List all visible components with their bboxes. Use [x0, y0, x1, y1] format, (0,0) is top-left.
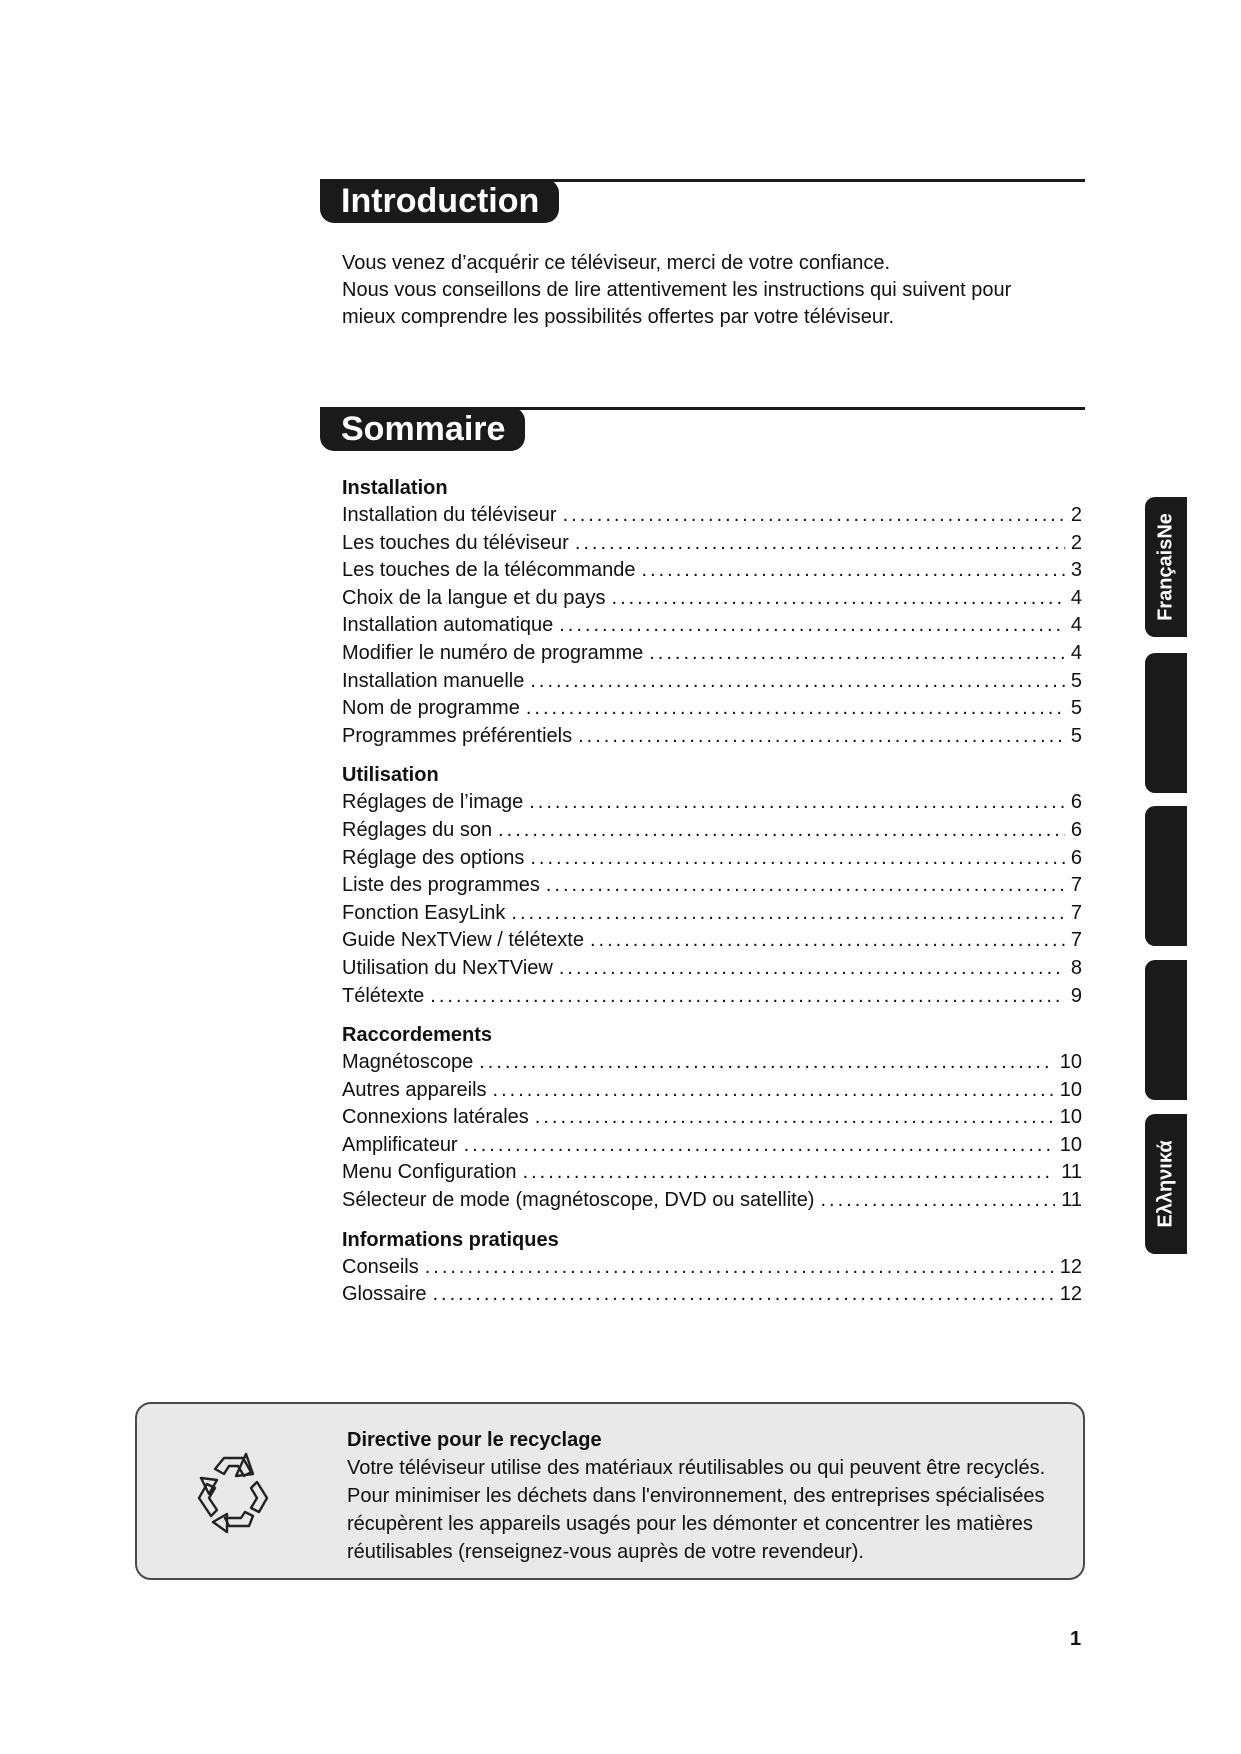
toc-entry-page: 4 [1070, 614, 1082, 637]
toc-entry [342, 1159, 1082, 1187]
toc-entry-label: Réglages du son [342, 818, 493, 841]
toc-section [342, 475, 1082, 750]
toc-entry-label: Glossaire [342, 1283, 427, 1306]
toc-entry-label: Connexions latérales [342, 1106, 529, 1129]
toc-entry-label: Choix de la langue et du pays [342, 586, 606, 609]
recycling-line: réutilisables (renseignez-vous auprès de votre revendeur). [347, 1541, 864, 1563]
toc-entry-page: 7 [1070, 874, 1082, 897]
toc-leader-dots [559, 955, 1065, 983]
toc-leader-dots [479, 1049, 1054, 1077]
toc-entry [342, 668, 1082, 696]
toc-entry [342, 1187, 1082, 1215]
language-tab[interactable] [1145, 806, 1187, 946]
toc-leader-dots [511, 900, 1064, 928]
toc-entry [342, 1049, 1082, 1077]
recycling-title: Directive pour le recyclage [347, 1429, 602, 1451]
recycling-line: Pour minimiser les déchets dans l'environnement, des entreprises spécialisées [347, 1485, 1045, 1507]
toc-entry-page: 2 [1070, 531, 1082, 554]
toc-entry-page: 11 [1061, 1161, 1082, 1184]
toc-section-heading: Raccordements [342, 1024, 493, 1047]
toc-entry [342, 900, 1082, 928]
toc-leader-dots [575, 530, 1065, 558]
language-tab-francais[interactable] [1145, 497, 1187, 637]
toc-entry-page: 8 [1070, 956, 1082, 979]
toc-entry-page: 5 [1070, 669, 1082, 692]
toc-leader-dots [430, 983, 1065, 1011]
toc-leader-dots [498, 817, 1065, 845]
toc-entry-page: 6 [1070, 846, 1082, 869]
toc-leader-dots [535, 1104, 1054, 1132]
toc-entry [342, 723, 1082, 751]
toc-entry-page: 10 [1059, 1106, 1082, 1129]
toc-entry-page: 2 [1070, 504, 1082, 526]
toc-entry-label: Sélecteur de mode (magnétoscope, DVD ou satellite) [342, 1189, 815, 1212]
toc-entry-page: 10 [1059, 1051, 1082, 1074]
toc-leader-dots [526, 695, 1065, 723]
toc-entry-label: Liste des programmes [342, 874, 540, 897]
toc-entry-page: 6 [1070, 791, 1082, 814]
recycling-text [347, 1426, 1077, 1566]
toc-entry [342, 1254, 1082, 1282]
toc-leader-dots [578, 723, 1065, 751]
toc-entry-label: Modifier le numéro de programme [342, 641, 644, 664]
toc-entry-label: Installation manuelle [342, 669, 525, 692]
toc-leader-dots [425, 1254, 1054, 1282]
toc-entry [342, 1281, 1082, 1309]
toc-leader-dots [530, 668, 1065, 696]
toc-leader-dots [529, 789, 1065, 817]
toc-entry [342, 557, 1082, 585]
toc-leader-dots [649, 640, 1065, 668]
toc-entry [342, 1077, 1082, 1105]
toc-leader-dots [530, 845, 1065, 873]
intro-line: Vous venez d’acquérir ce téléviseur, merci de votre confiance. [342, 252, 891, 274]
intro-line: Nous vous conseillons de lire attentivement les instructions qui suivent pour [342, 279, 1012, 301]
language-tab-label: FrançaisNe [1154, 513, 1177, 621]
recycle-icon [191, 1452, 275, 1534]
page-number: 1 [1070, 1628, 1082, 1650]
toc-leader-dots [432, 1281, 1053, 1309]
toc-section-heading: Informations pratiques [342, 1228, 559, 1251]
introduction-title: Introduction [320, 179, 559, 223]
toc-entry [342, 530, 1082, 558]
toc-entry-page: 3 [1070, 559, 1082, 582]
toc-entry-page: 5 [1070, 724, 1082, 747]
toc-entry [342, 1104, 1082, 1132]
toc-section-heading: Utilisation [342, 764, 439, 787]
toc-entry-page: 7 [1070, 901, 1082, 924]
toc-entry-label: Programmes préférentiels [342, 724, 573, 747]
toc-entry [342, 927, 1082, 955]
toc-leader-dots [820, 1187, 1055, 1215]
toc-section [342, 762, 1082, 1010]
intro-line: mieux comprendre les possibilités offertes par votre téléviseur. [342, 306, 895, 328]
toc-entry-page: 12 [1059, 1283, 1082, 1306]
toc-section [342, 1227, 1082, 1309]
toc-entry-label: Les touches du téléviseur [342, 531, 569, 554]
toc-entry [342, 845, 1082, 873]
toc-entry [342, 789, 1082, 817]
introduction-text [342, 250, 1082, 331]
toc-entry-label: Utilisation du NexTView [342, 956, 553, 979]
toc-section-heading: Installation [342, 477, 448, 499]
toc-entry-label: Installation du téléviseur [342, 504, 557, 526]
toc-leader-dots [642, 557, 1065, 585]
toc-entry [342, 695, 1082, 723]
toc-entry-label: Fonction EasyLink [342, 901, 506, 924]
toc-entry-label: Nom de programme [342, 697, 520, 720]
toc-leader-dots [523, 1159, 1056, 1187]
toc-entry-page: 11 [1061, 1189, 1082, 1212]
recycling-notice [135, 1402, 1085, 1580]
toc-entry-label: Conseils [342, 1255, 419, 1278]
toc-entry-page: 10 [1059, 1078, 1082, 1101]
toc-entry-label: Amplificateur [342, 1133, 458, 1156]
toc-entry-page: 12 [1059, 1255, 1082, 1278]
toc-entry-page: 10 [1059, 1133, 1082, 1156]
toc-leader-dots [590, 927, 1065, 955]
toc-leader-dots [546, 872, 1065, 900]
introduction-header [320, 179, 1085, 225]
toc-entry-label: Autres appareils [342, 1078, 487, 1101]
toc-entry [342, 640, 1082, 668]
language-tab[interactable] [1145, 960, 1187, 1100]
toc-entry [342, 872, 1082, 900]
toc-entry-page: 4 [1070, 586, 1082, 609]
toc-entry-page: 9 [1070, 984, 1082, 1007]
language-tab[interactable] [1145, 653, 1187, 793]
sommaire-title: Sommaire [320, 407, 525, 451]
toc-entry [342, 1132, 1082, 1160]
toc-entry-page: 5 [1070, 697, 1082, 720]
toc-entry [342, 612, 1082, 640]
toc-leader-dots [559, 612, 1065, 640]
recycling-line: récupèrent les appareils usagés pour les démonter et concentrer les matières [347, 1513, 1033, 1535]
toc-entry-label: Réglage des options [342, 846, 525, 869]
toc-leader-dots [464, 1132, 1054, 1160]
toc-entry [342, 955, 1082, 983]
recycling-line: Votre téléviseur utilise des matériaux réutilisables ou qui peuvent être recyclés. [347, 1457, 1046, 1479]
toc-entry-page: 7 [1070, 929, 1082, 952]
toc-entry-label: Menu Configuration [342, 1161, 517, 1184]
toc-entry [342, 502, 1082, 530]
language-tab-label: Ελληνικά [1154, 1140, 1177, 1228]
toc-leader-dots [563, 502, 1065, 530]
toc-entry-page: 6 [1070, 818, 1082, 841]
toc-section [342, 1022, 1082, 1215]
toc-entry-label: Guide NexTView / télétexte [342, 929, 584, 952]
toc-entry-label: Télétexte [342, 984, 425, 1007]
toc-entry-page: 4 [1070, 641, 1082, 664]
table-of-contents [342, 475, 1082, 1321]
toc-leader-dots [612, 585, 1065, 613]
language-tab-ellinika[interactable] [1145, 1114, 1187, 1254]
toc-entry [342, 585, 1082, 613]
sommaire-header [320, 407, 1085, 453]
toc-entry-label: Magnétoscope [342, 1051, 474, 1074]
toc-entry-label: Les touches de la télécommande [342, 559, 636, 582]
toc-entry [342, 983, 1082, 1011]
toc-leader-dots [493, 1077, 1054, 1105]
toc-entry-label: Réglages de l’image [342, 791, 524, 814]
toc-entry [342, 817, 1082, 845]
toc-entry-label: Installation automatique [342, 614, 554, 637]
